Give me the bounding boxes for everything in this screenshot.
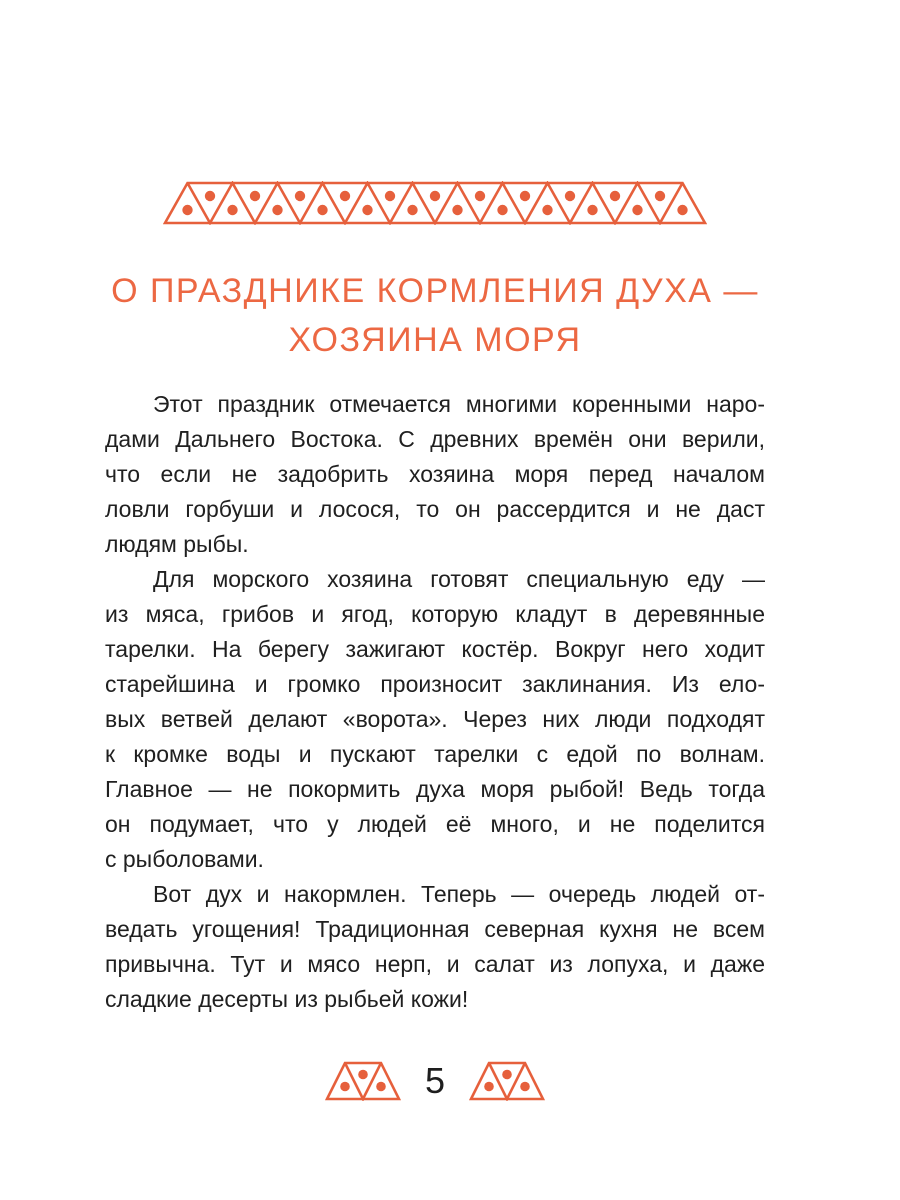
- text-line: сладкие десерты из рыбьей кожи!: [105, 986, 469, 1012]
- text-line: что если не задобрить хозяина моря перед началом: [105, 461, 765, 487]
- page-number: 5: [424, 1060, 446, 1101]
- triangle-border-ornament-icon: [163, 181, 707, 225]
- text-line: привычна. Тут и мясо нерп, и салат из лопуха, и даже: [105, 951, 765, 977]
- page-content: [105, 181, 765, 1101]
- text-line: вых ветвей делают «ворота». Через них люди подходят: [105, 706, 765, 732]
- text-line: Этот праздник отмечается многими коренными наро-: [153, 391, 765, 417]
- text-line: тарелки. На берегу зажигают костёр. Вокруг него ходит: [105, 636, 765, 662]
- body-text: [105, 387, 765, 1017]
- text-line: с рыболовами.: [105, 846, 264, 872]
- text-line: людям рыбы.: [105, 531, 249, 557]
- text-line: он подумает, что у людей её много, и не поделится: [105, 811, 765, 837]
- text-line: ловли горбуши и лосося, то он рассердится и не даст: [105, 496, 765, 522]
- text-line: из мяса, грибов и ягод, которую кладут в деревянные: [105, 601, 765, 627]
- text-line: Главное — не покормить духа моря рыбой! Ведь тогда: [105, 776, 765, 802]
- page-footer: [105, 1061, 765, 1101]
- page-title-line-2: ХОЗЯИНА МОРЯ: [288, 321, 582, 359]
- text-line: дами Дальнего Востока. С древних времён они верили,: [105, 426, 765, 452]
- paragraph-2: [105, 562, 765, 877]
- page-title-line-1: О ПРАЗДНИКЕ КОРМЛЕНИЯ ДУХА —: [111, 272, 759, 310]
- text-line: старейшина и громко произносит заклинания. Из ело-: [105, 671, 765, 697]
- footer-ornament-right-icon: [469, 1061, 545, 1101]
- page-title: [105, 267, 765, 365]
- paragraph-3: [105, 877, 765, 1017]
- text-line: Вот дух и накормлен. Теперь — очередь людей от-: [153, 881, 765, 907]
- text-line: к кромке воды и пускают тарелки с едой по волнам.: [105, 741, 765, 767]
- text-line: Для морского хозяина готовят специальную еду —: [153, 566, 765, 592]
- paragraph-1: [105, 387, 765, 562]
- text-line: ведать угощения! Традиционная северная кухня не всем: [105, 916, 765, 942]
- footer-ornament-left-icon: [325, 1061, 401, 1101]
